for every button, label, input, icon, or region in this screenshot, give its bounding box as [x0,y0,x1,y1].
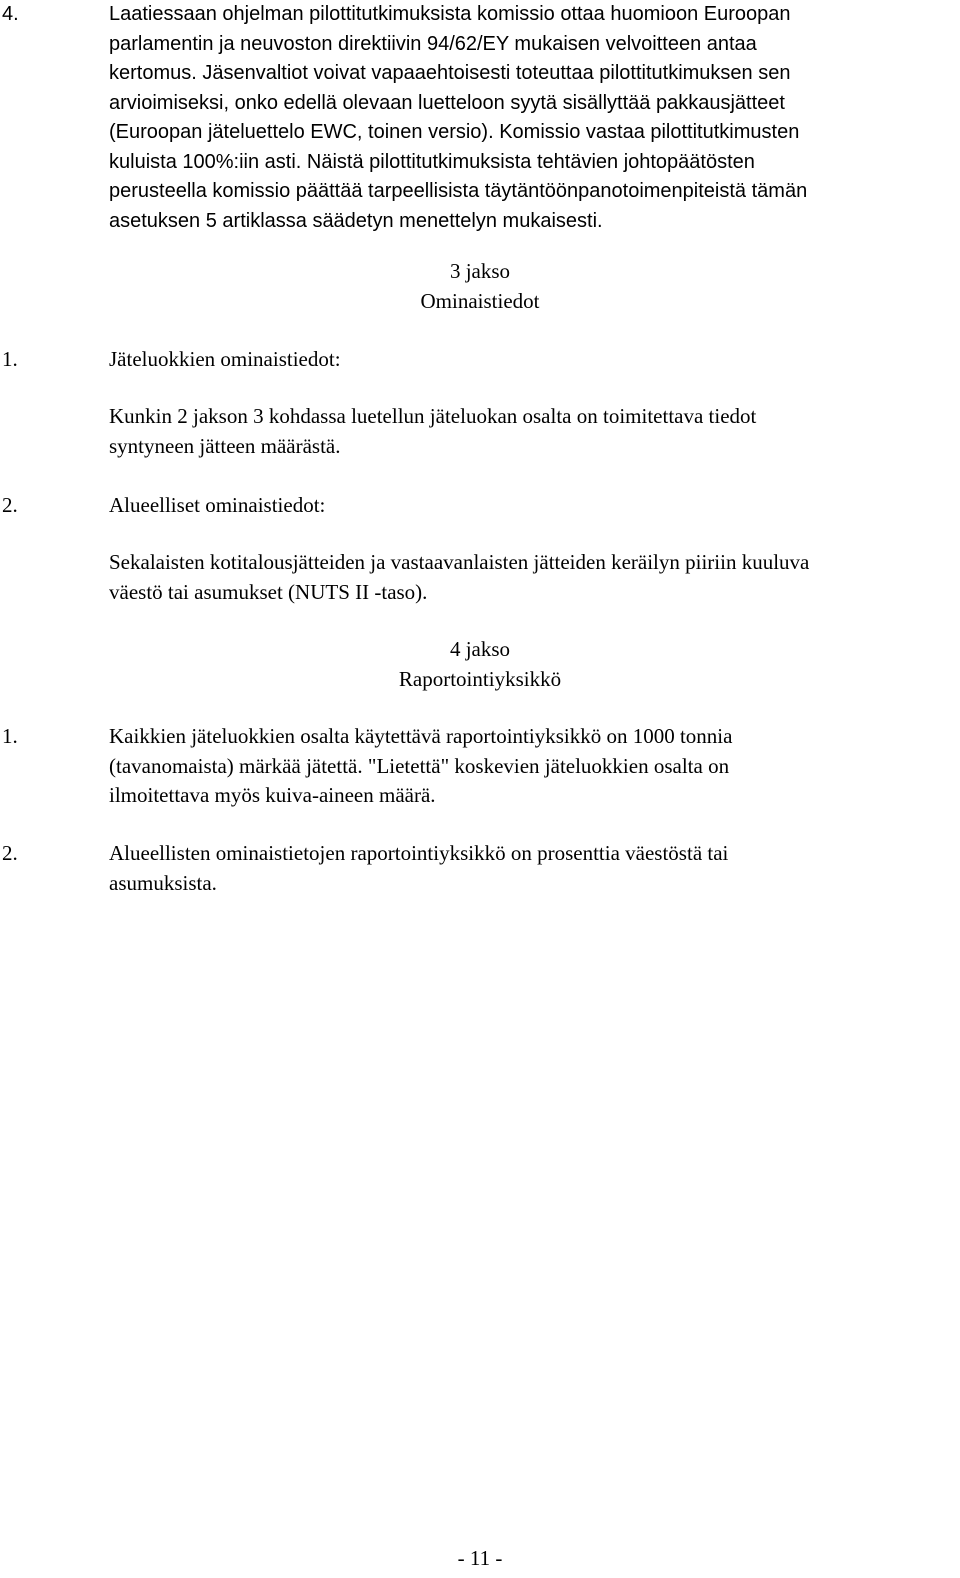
section-title: 3 jakso [449,259,511,283]
text-line: Sekalaisten kotitalousjätteiden ja vastaavanlaisten jätteiden keräilyn piiriin kuuluva [109,550,810,574]
item-body [109,548,954,607]
text-line: Alueellisten ominaistietojen raportointiyksikkö on prosenttia väestöstä tai [109,841,729,865]
text-line: väestö tai asumukset (NUTS II -taso). [109,579,428,604]
section-subtitle: Raportointiyksikkö [398,666,562,691]
text-line: (Euroopan jäteluettelo EWC, toinen versio). Komissio vastaa pilottitutkimusten [109,121,800,143]
section-3-item-2-body [0,548,960,607]
item-body [109,722,954,811]
text-line: arvioimiseksi, onko edellä olevaan luetteloon syytä sisällyttää pakkausjätteet [109,91,785,114]
section-3-item-1-body [0,402,960,461]
page-number: - 11 - [457,1546,503,1570]
text-line: asumuksista. [109,870,217,895]
section-3-item-2 [0,491,960,521]
section-4-item-2 [0,839,960,898]
section-4-item-1 [0,722,960,811]
item-body [109,402,954,461]
section-3-item-1 [0,345,960,375]
section-3-heading [0,257,960,316]
text-line: perusteella komissio päättää tarpeellisista täytäntöönpanotoimenpiteistä tämän [109,180,808,202]
text-line: Kaikkien jäteluokkien osalta käytettävä raportointiyksikkö on 1000 tonnia [109,724,733,748]
section-subtitle: Ominaistiedot [420,288,540,313]
item-number: 2. [2,493,18,517]
item-4-text [109,0,954,236]
text-line: ilmoitettava myös kuiva-aineen määrä. [109,783,436,807]
text-line: kuluista 100%:iin asti. Näistä pilottitutkimuksista tehtävien johtopäätösten [109,150,755,173]
item-label: Alueelliset ominaistiedot: [109,493,326,517]
item-body [109,839,954,898]
item-number: 2. [2,841,18,865]
section-4-heading [0,635,960,694]
paragraph-item-4 [0,0,960,236]
item-number: 1. [2,724,18,748]
text-line: parlamentin ja neuvoston direktiivin 94/62/EY mukaisen velvoitteen antaa [109,32,757,55]
text-line: kertomus. Jäsenvaltiot voivat vapaaehtoisesti toteuttaa pilottitutkimuksen sen [109,62,791,84]
text-line: Laatiessaan ohjelman pilottitutkimuksista komissio ottaa huomioon Euroopan [109,3,791,25]
item-label: Jäteluokkien ominaistiedot: [109,347,341,371]
item-number: 1. [2,347,18,371]
text-line: asetuksen 5 artiklassa säädetyn menettelyn mukaisesti. [109,209,603,232]
text-line: (tavanomaista) märkää jätettä. "Lietettä" koskevien jäteluokkien osalta on [109,753,730,778]
text-line: syntyneen jätteen määrästä. [109,433,341,458]
item-number: 4. [2,3,19,25]
section-title: 4 jakso [449,637,511,661]
text-line: Kunkin 2 jakson 3 kohdassa luetellun jäteluokan osalta on toimitettava tiedot [109,404,757,428]
